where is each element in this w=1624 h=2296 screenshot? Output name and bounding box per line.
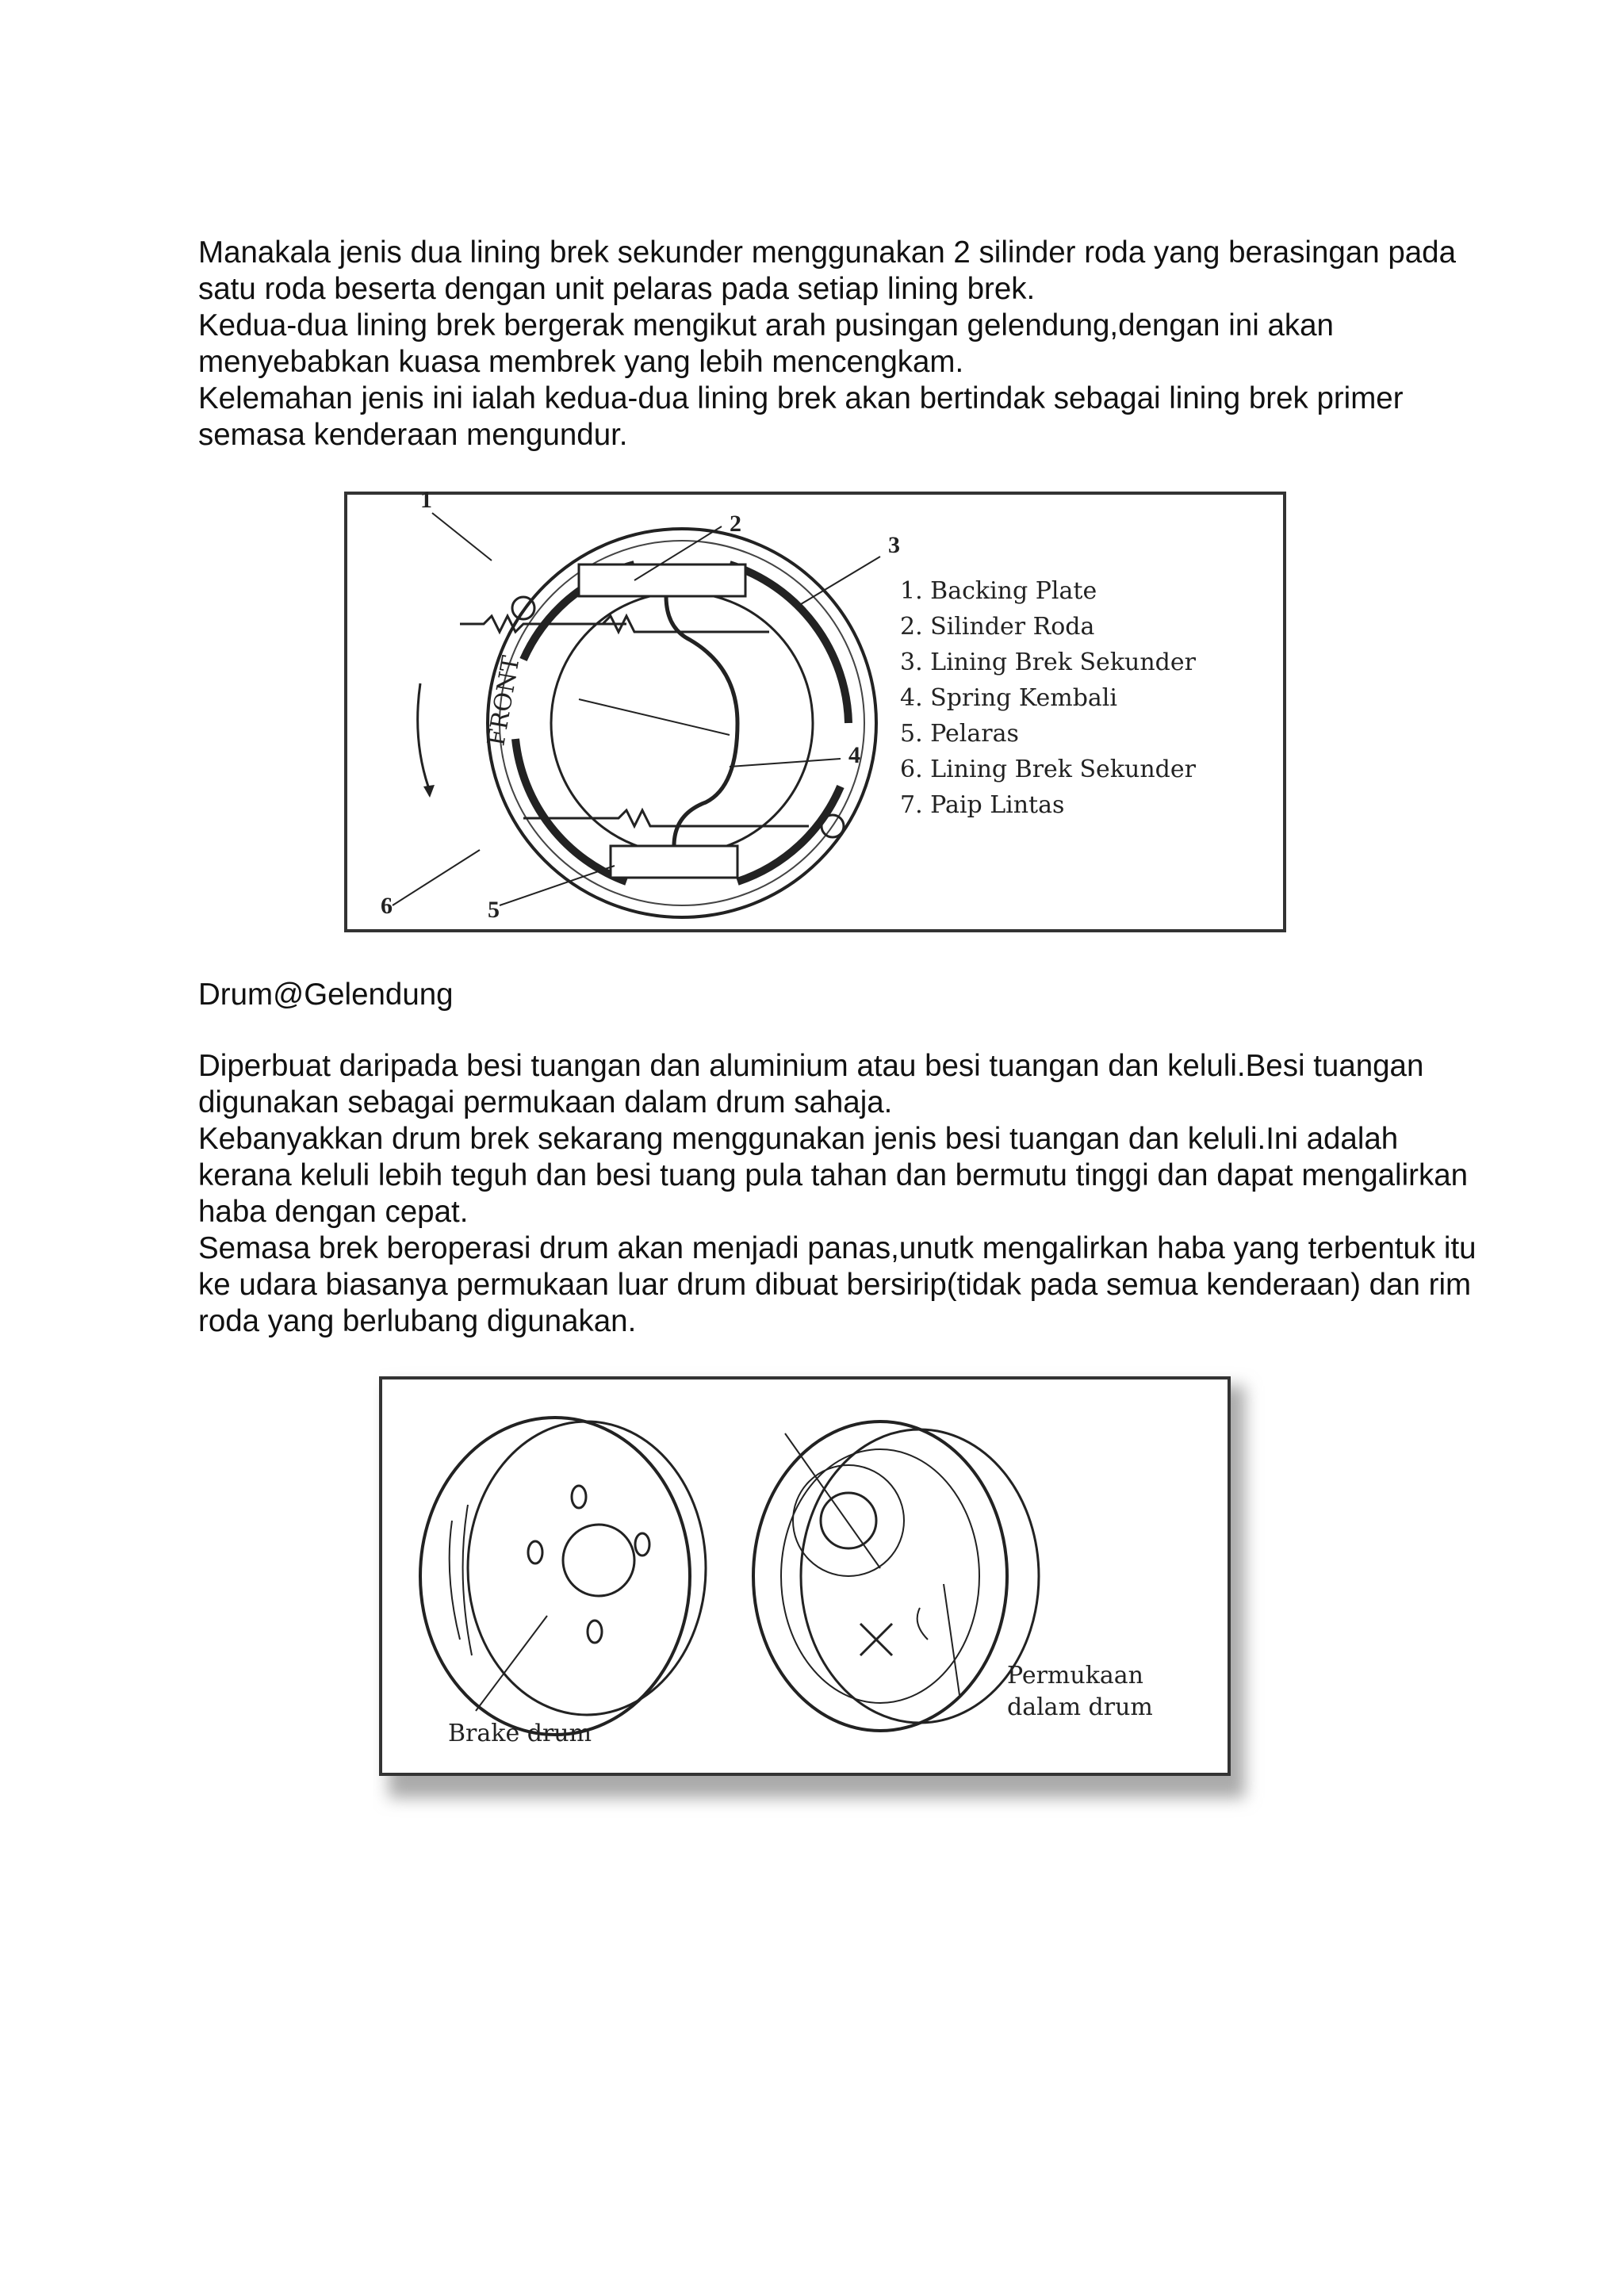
text-line: Diperbuat daripada besi tuangan dan aluminium atau besi tuangan dan keluli.Besi tuangan digunakan sebagai permukaan dalam drum sahaja. [198,1049,1424,1119]
callout-6: 6 [381,893,393,919]
brake-drum-diagram [373,1362,1269,1822]
inner-surface-label-line1: Permukaan [1007,1662,1143,1689]
legend-item: 4. Spring Kembali [900,684,1117,712]
legend-item: 7. Paip Lintas [900,791,1065,819]
callout-2: 2 [730,511,741,537]
inner-surface-label-line2: dalam drum [1007,1693,1153,1721]
callout-4: 4 [848,742,860,768]
text-line: Semasa brek beroperasi drum akan menjadi panas,unutk mengalirkan haba yang terbentuk itu ke udara biasanya permukaan luar drum dibuat bersirip(tidak pada semua kenderaan) dan rim roda yang berlubang digunakan. [198,1231,1477,1338]
text-line: Kedua-dua lining brek bergerak mengikut arah pusingan gelendung,dengan ini akan menyebabkan kuasa membrek yang lebih mencengkam. [198,308,1334,379]
callout-1: 1 [420,487,432,513]
brake-shoe-diagram [341,485,1293,937]
legend-item: 3. Lining Brek Sekunder [900,649,1196,676]
text-line: Kelemahan jenis ini ialah kedua-dua lining brek akan bertindak sebagai lining brek primer semasa kenderaan mengundur. [198,381,1404,452]
callout-5: 5 [488,897,500,923]
drum-paragraph [198,1048,1483,1340]
callout-3: 3 [888,532,900,558]
legend-item: 5. Pelaras [900,720,1019,748]
text-line: Kebanyakkan drum brek sekarang menggunakan jenis besi tuangan dan keluli.Ini adalah kerana keluli lebih teguh dan besi tuang pula tahan dan bermutu tinggi dan dapat mengalirkan haba dengan cepat. [198,1122,1469,1229]
intro-paragraph [198,235,1483,453]
legend-item: 6. Lining Brek Sekunder [900,756,1196,783]
section-heading: Drum@Gelendung [198,978,454,1012]
legend-item: 1. Backing Plate [900,577,1097,605]
front-mark: FRONT [482,653,526,748]
legend-item: 2. Silinder Roda [900,613,1095,641]
brake-drum-label: Brake drum [448,1720,592,1747]
text-line: Manakala jenis dua lining brek sekunder menggunakan 2 silinder roda yang berasingan pada satu roda beserta dengan unit pelaras pada setiap lining brek. [198,235,1456,306]
